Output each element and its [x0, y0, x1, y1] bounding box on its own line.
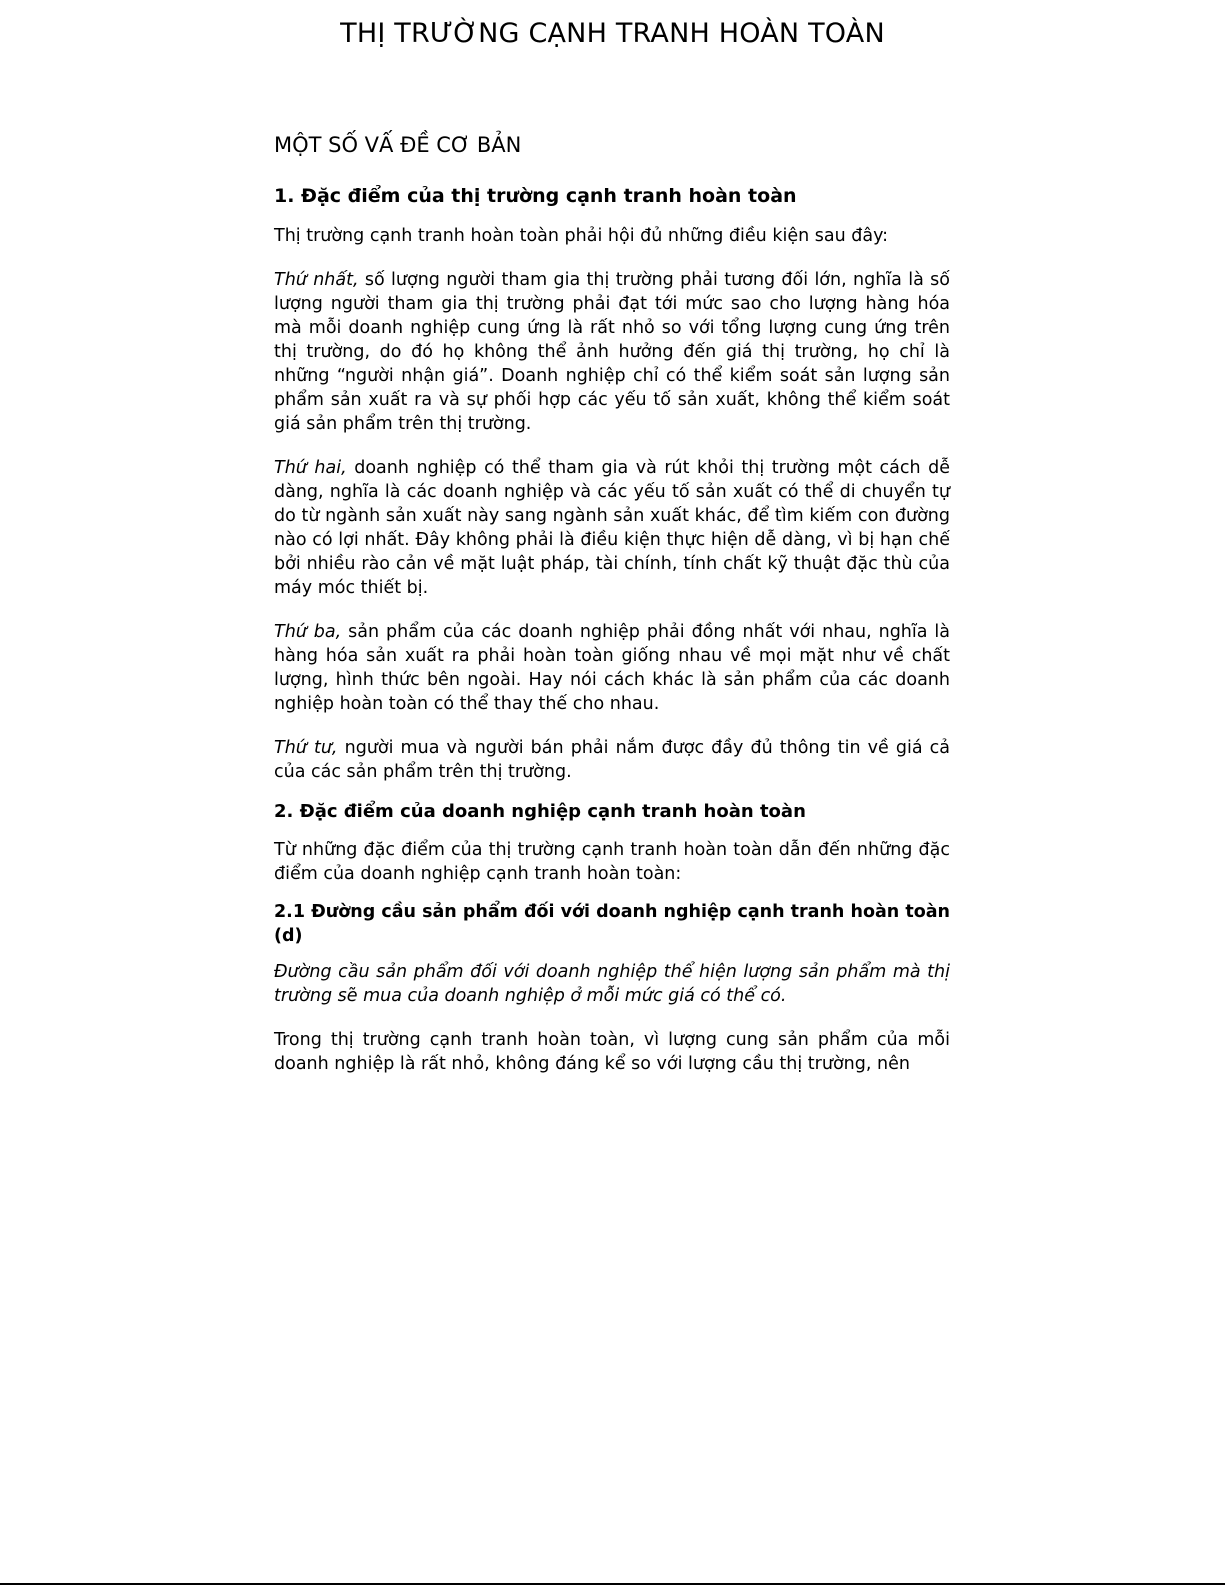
section-title: MỘT SỐ VẤ ĐỀ CƠ BẢN — [274, 133, 522, 157]
document-body — [274, 130, 950, 1096]
condition-lead: Thứ tư, — [274, 738, 338, 758]
heading-firm-characteristics: 2. Đặc điểm của doanh nghiệp cạnh tranh hoàn toàn — [274, 801, 806, 822]
firm-intro-paragraph: Từ những đặc điểm của thị trường cạnh tranh hoàn toàn dẫn đến những đặc điểm của doanh nghiệp cạnh tranh hoàn toàn: — [274, 840, 950, 884]
condition-paragraph-4 — [274, 736, 950, 784]
heading-demand-curve: 2.1 Đường cầu sản phẩm đối với doanh nghiệp cạnh tranh hoàn toàn (d) — [274, 902, 950, 946]
condition-lead: Thứ ba, — [274, 622, 342, 642]
condition-paragraph-2 — [274, 456, 950, 600]
condition-paragraph-1 — [274, 268, 950, 436]
condition-text: người mua và người bán phải nắm được đầy đủ thông tin về giá cả của các sản phẩm trên thị trường. — [274, 738, 950, 782]
demand-curve-definition: Đường cầu sản phẩm đối với doanh nghiệp thể hiện lượng sản phẩm mà thị trường sẽ mua của doanh nghiệp ở mỗi mức giá có thể có. — [274, 962, 950, 1006]
condition-lead: Thứ nhất, — [274, 270, 359, 290]
demand-curve-paragraph: Trong thị trường cạnh tranh hoàn toàn, vì lượng cung sản phẩm của mỗi doanh nghiệp là rất nhỏ, không đáng kể so với lượng cầu thị trường, nên — [274, 1030, 950, 1074]
heading-market-characteristics: 1. Đặc điểm của thị trường cạnh tranh hoàn toàn — [274, 185, 797, 207]
document-title: THỊ TRƯỜNG CẠNH TRANH HOÀN TOÀN — [340, 18, 885, 49]
condition-lead: Thứ hai, — [274, 458, 347, 478]
intro-paragraph: Thị trường cạnh tranh hoàn toàn phải hội đủ những điều kiện sau đây: — [274, 226, 889, 246]
condition-text: sản phẩm của các doanh nghiệp phải đồng nhất với nhau, nghĩa là hàng hóa sản xuất ra phải hoàn toàn giống nhau về mọi mặt như về chất lượng, hình thức bên ngoài. Hay nói cách khác là sản phẩm của các doanh nghiệp hoàn toàn có thể thay thế cho nhau. — [274, 622, 950, 714]
condition-text: doanh nghiệp có thể tham gia và rút khỏi thị trường một cách dễ dàng, nghĩa là các doanh nghiệp và các yếu tố sản xuất có thể di chuyển tự do từ ngành sản xuất này sang ngành sản xuất khác, để tìm kiếm con đường nào có lợi nhất. Đây không phải là điều kiện thực hiện dễ dàng, vì bị hạn chế bởi nhiều rào cản về mặt luật pháp, tài chính, tính chất kỹ thuật đặc thù của máy móc thiết bị. — [274, 458, 950, 598]
condition-paragraph-3 — [274, 620, 950, 716]
condition-text: số lượng người tham gia thị trường phải tương đối lớn, nghĩa là số lượng người tham gia thị trường phải đạt tới mức sao cho lượng hàng hóa mà mỗi doanh nghiệp cung ứng là rất nhỏ so với tổng lượng cung ứng trên thị trường, do đó họ không thể ảnh hưởng đến giá thị trường, họ chỉ là những “người nhận giá”. Doanh nghiệp chỉ có thể kiểm soát sản lượng sản phẩm sản xuất ra và sự phối hợp các yếu tố sản xuất, không thể kiểm soát giá sản phẩm trên thị trường. — [274, 270, 950, 434]
